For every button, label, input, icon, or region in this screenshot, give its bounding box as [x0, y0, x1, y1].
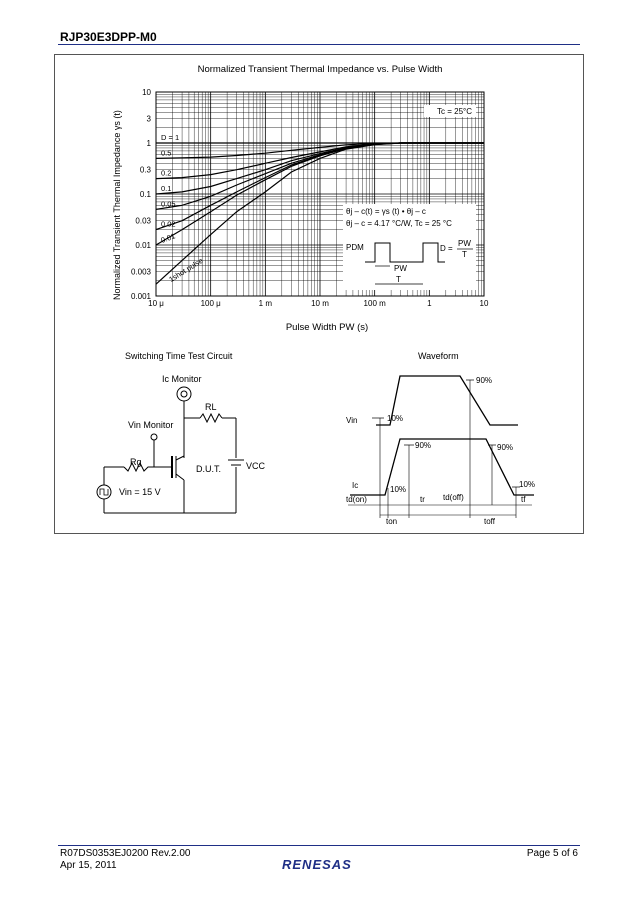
y-tick-label: 0.01: [135, 241, 151, 250]
document-date: Apr 15, 2011: [60, 860, 117, 871]
document-number: R07DS0353EJ0200 Rev.2.00: [60, 848, 191, 859]
x-tick-label: 1 m: [258, 299, 273, 308]
footer-rule: [58, 845, 580, 846]
vin-wave-label: Vin: [346, 416, 358, 425]
ic-90pct-left-label: 90%: [415, 441, 432, 450]
y-tick-label: 1: [146, 139, 151, 148]
y-tick-label: 3: [146, 114, 151, 124]
vin-90pct-label: 90%: [476, 376, 493, 385]
t-label: T: [396, 275, 401, 284]
x-tick-label: 10 m: [311, 299, 329, 308]
ton-label: ton: [386, 517, 398, 526]
pulse-source-icon: [100, 489, 108, 495]
duty-equation: D =: [440, 244, 453, 253]
formula-line-1: θj – c(t) = γs (t) • θj – c: [346, 207, 426, 216]
tf-label: tf: [521, 495, 526, 504]
formula-line-2: θj – c = 4.17 °C/W, Tc = 25 °C: [346, 219, 452, 228]
y-tick-label: 10: [142, 88, 151, 97]
datasheet-part-number: RJP30E3DPP-M0: [60, 30, 157, 44]
series-label: 1shot pulse: [167, 255, 205, 284]
ic-monitor-label: Ic Monitor: [162, 374, 202, 384]
ic-10pct-left-label: 10%: [390, 485, 407, 494]
duty-numerator: PW: [458, 239, 471, 248]
vin-monitor-label: Vin Monitor: [128, 420, 174, 430]
y-tick-label: 0.1: [139, 190, 151, 199]
load-resistor: [200, 414, 222, 422]
x-tick-label: 10 μ: [148, 299, 164, 308]
vin-source-label: Vin = 15 V: [119, 487, 161, 497]
page-number: Page 5 of 6: [526, 848, 578, 859]
x-tick-label: 100 m: [363, 299, 386, 308]
td-off-label: td(off): [443, 493, 464, 502]
circuit-title: Switching Time Test Circuit: [125, 351, 233, 361]
series-label: 0.2: [161, 168, 172, 178]
rl-label: RL: [205, 402, 217, 412]
pdm-label: PDM: [346, 243, 364, 252]
y-tick-label: 0.3: [139, 165, 151, 175]
chart-y-label: Normalized Transient Thermal Impedance γs (t): [112, 110, 122, 300]
y-tick-label: 0.03: [135, 216, 151, 226]
igbt-emitter-lead: [176, 474, 184, 480]
vin-10pct-label: 10%: [387, 414, 404, 423]
dut-label: D.U.T.: [196, 464, 222, 474]
duty-denominator: T: [462, 250, 467, 259]
series-label: 0.5: [161, 148, 172, 158]
renesas-logo: RENESAS: [282, 857, 352, 872]
ic-monitor-probe-inner: [181, 391, 187, 397]
y-tick-label: 0.003: [130, 267, 151, 277]
x-tick-label: 100 μ: [200, 299, 221, 308]
tc-note: Tc = 25°C: [437, 107, 472, 116]
rg-label: Rg: [130, 457, 142, 467]
tr-label: tr: [420, 495, 425, 504]
series-label: 0.01: [159, 231, 177, 245]
x-tick-label: 1: [427, 299, 432, 308]
waveform-title: Waveform: [418, 351, 459, 361]
series-label: 0.02: [161, 219, 176, 229]
vcc-label: VCC: [246, 461, 266, 471]
vin-monitor-probe: [151, 434, 157, 440]
series-label: 0.05: [161, 199, 176, 209]
gate-resistor: [124, 463, 154, 471]
series-label: D = 1: [161, 133, 180, 142]
pw-label: PW: [394, 264, 407, 273]
y-tick-label: 0.001: [130, 292, 151, 301]
ic-monitor-probe: [177, 387, 191, 401]
series-label: 0.1: [161, 184, 172, 193]
ic-10pct-right-label: 10%: [519, 480, 536, 489]
ic-wave-label: Ic: [352, 481, 359, 490]
x-tick-label: 10: [479, 299, 489, 308]
igbt-collector-lead: [176, 456, 184, 460]
td-on-label: td(on): [346, 495, 367, 504]
toff-label: toff: [484, 517, 495, 526]
ic-90pct-right-label: 90%: [497, 443, 514, 452]
chart-title: Normalized Transient Thermal Impedance vs. Pulse Width: [197, 64, 443, 75]
chart-x-label: Pulse Width PW (s): [285, 322, 369, 333]
